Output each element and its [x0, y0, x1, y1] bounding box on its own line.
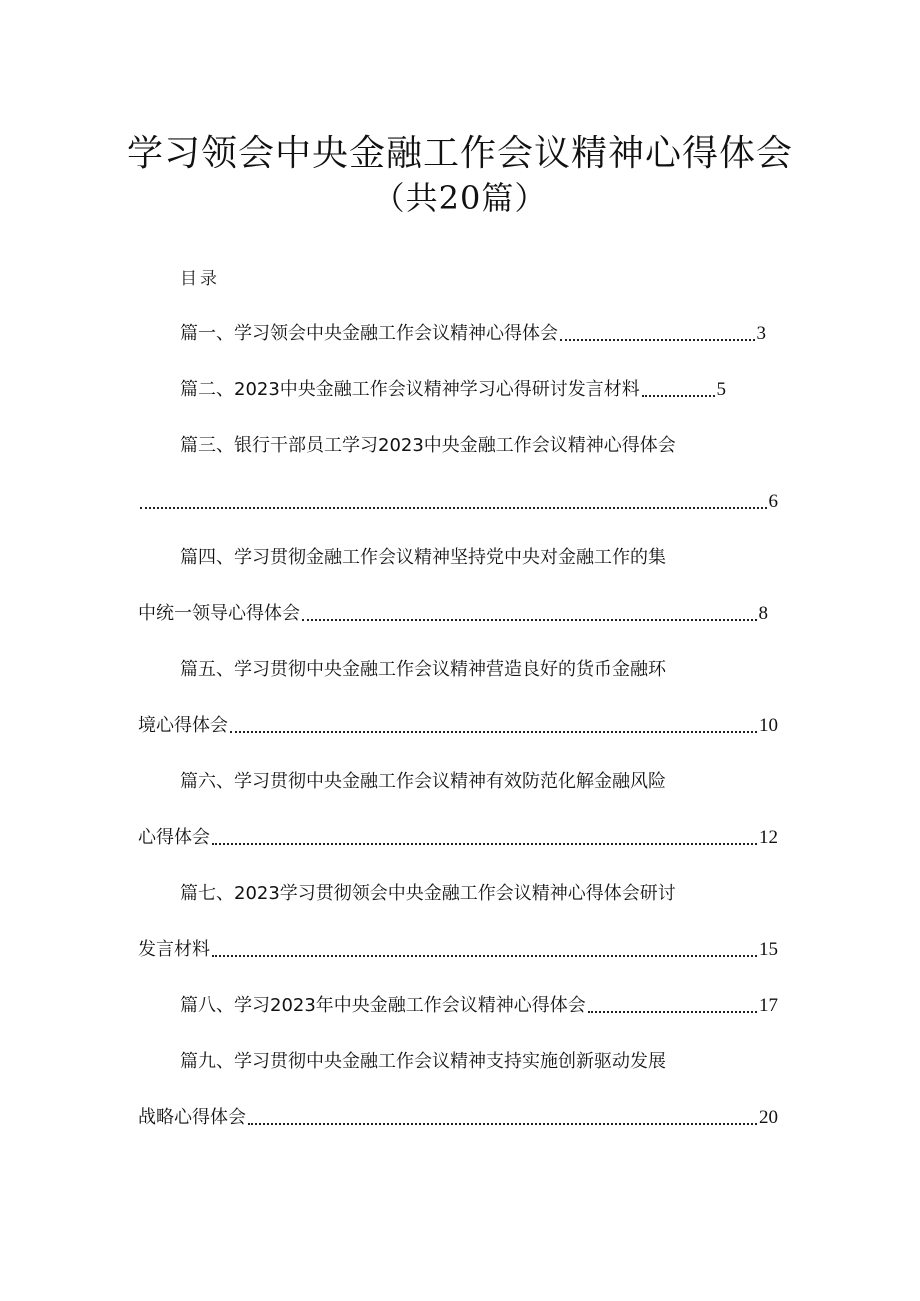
toc-page-number: 20: [759, 1107, 778, 1128]
toc-heading: 目录: [180, 269, 220, 289]
document-subtitle: （共20篇）: [372, 179, 548, 217]
toc-entry-text-cont: 中统一领导心得体会: [138, 603, 300, 624]
toc-entry-6-line2[interactable]: [138, 820, 778, 850]
toc-entry-7-line2[interactable]: [138, 932, 778, 962]
toc-leader: [248, 1122, 757, 1125]
toc-leader: [140, 506, 767, 509]
toc-leader: [212, 954, 757, 957]
toc-entry-text-cont: 心得体会: [138, 827, 210, 848]
toc-entry-5-line2[interactable]: [138, 708, 778, 738]
toc-entry-6-line1[interactable]: [180, 764, 780, 794]
toc-entry-text: 篇五、学习贯彻中央金融工作会议精神营造良好的货币金融环: [180, 659, 666, 680]
toc-entry-5-line1[interactable]: [180, 652, 780, 682]
toc-leader: [560, 338, 755, 341]
toc-entry-text: 篇八、学习2023年中央金融工作会议精神心得体会: [180, 995, 586, 1016]
toc-entry-text: 篇四、学习贯彻金融工作会议精神坚持党中央对金融工作的集: [180, 547, 666, 568]
toc-entry-text: 篇三、银行干部员工学习2023中央金融工作会议精神心得体会: [180, 435, 676, 456]
toc-entry-4-line1[interactable]: [180, 540, 780, 570]
toc-entry-text: 篇九、学习贯彻中央金融工作会议精神支持实施创新驱动发展: [180, 1051, 666, 1072]
toc-entry-1[interactable]: [180, 316, 766, 346]
toc-entry-4-line2[interactable]: [138, 596, 768, 626]
toc-leader: [588, 1010, 757, 1013]
toc-page-number: 15: [759, 939, 778, 960]
toc-entry-9-line1[interactable]: [180, 1044, 780, 1074]
toc-entry-8[interactable]: [180, 988, 778, 1018]
toc-entry-2[interactable]: [180, 372, 726, 402]
toc-leader: [642, 394, 715, 397]
toc-entry-text-cont: 境心得体会: [138, 715, 228, 736]
toc-page-number: 17: [759, 995, 778, 1016]
toc-entry-3-line1[interactable]: [180, 428, 780, 458]
toc-entry-3-line2[interactable]: [138, 484, 778, 514]
toc-entry-9-line2[interactable]: [138, 1100, 778, 1130]
document-title: 学习领会中央金融工作会议精神心得体会: [126, 133, 793, 174]
toc-entry-text: 篇六、学习贯彻中央金融工作会议精神有效防范化解金融风险: [180, 771, 666, 792]
toc-page-number: 12: [759, 827, 778, 848]
toc-page-number: 6: [768, 491, 778, 512]
toc-page-number: 10: [759, 715, 778, 736]
toc-leader: [302, 618, 757, 621]
toc-page-number: 8: [758, 603, 768, 624]
toc-entry-text: 篇一、学习领会中央金融工作会议精神心得体会: [180, 323, 558, 344]
toc-entry-text: 篇二、2023中央金融工作会议精神学习心得研讨发言材料: [180, 379, 640, 400]
toc-page-number: 5: [716, 379, 726, 400]
toc-entry-text-cont: 战略心得体会: [138, 1107, 246, 1128]
toc-entry-7-line1[interactable]: [180, 876, 780, 906]
toc-leader: [212, 842, 757, 845]
toc-entry-text: 篇七、2023学习贯彻领会中央金融工作会议精神心得体会研讨: [180, 883, 676, 904]
toc-page-number: 3: [756, 323, 766, 344]
toc-entry-text-cont: 发言材料: [138, 939, 210, 960]
toc-leader: [230, 730, 757, 733]
